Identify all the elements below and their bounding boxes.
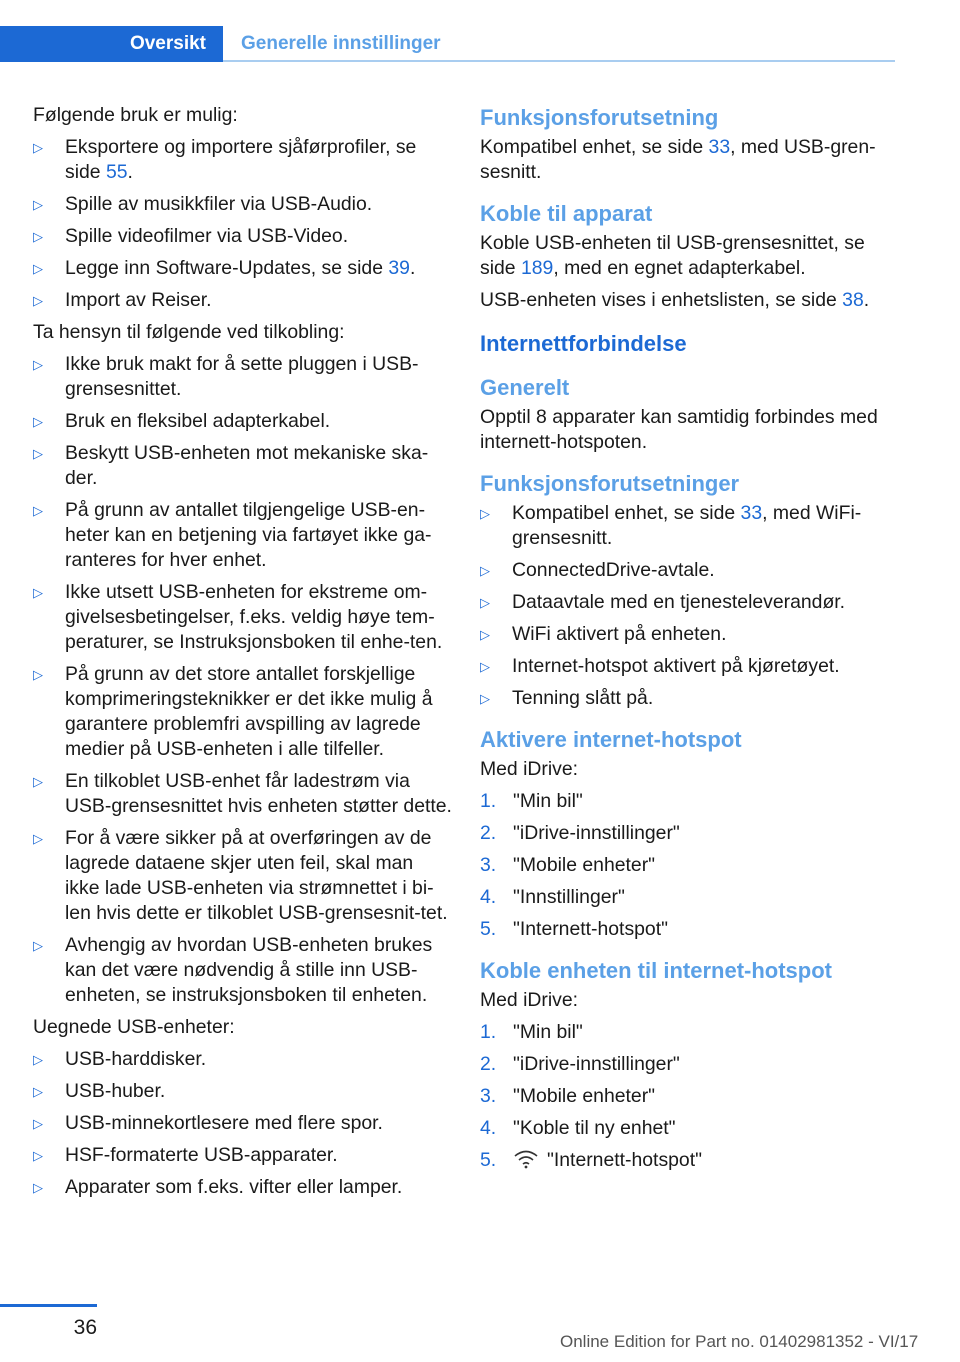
step-number: 2. bbox=[480, 1053, 497, 1075]
step-number: 4. bbox=[480, 1117, 497, 1139]
heading-funksjonsforutsetning: Funksjonsforutsetning bbox=[480, 105, 719, 130]
step-text: "Min bil" bbox=[513, 790, 583, 812]
list-item-text: Spille videofilmer via USB-Video. bbox=[65, 225, 349, 247]
tab-generelle-innstillinger: Generelle innstillinger bbox=[241, 33, 441, 54]
list-item bbox=[480, 590, 900, 615]
list-item bbox=[33, 662, 453, 762]
right-column bbox=[480, 103, 900, 1180]
pair-steps bbox=[480, 1020, 900, 1173]
connect-text: Koble USB-enheten til USB-grensesnittet, se side bbox=[480, 232, 865, 279]
list-item-text: ConnectedDrive-avtale. bbox=[512, 559, 715, 581]
list-item bbox=[33, 1111, 453, 1136]
heading-internettforbindelse: Internettforbindelse bbox=[480, 331, 687, 356]
bullet-triangle-icon: ▷ bbox=[33, 261, 43, 276]
list-item-text: Bruk en fleksibel adapterkabel. bbox=[65, 410, 331, 432]
bullet-triangle-icon: ▷ bbox=[33, 197, 43, 212]
list-item bbox=[33, 580, 453, 655]
list-item bbox=[33, 826, 453, 926]
list-item bbox=[33, 769, 453, 819]
unsuitable-list bbox=[33, 1047, 453, 1200]
list-item-text: En tilkoblet USB-enhet får ladestrøm via USB-grensesnittet hvis enheten støtter dette. bbox=[65, 770, 452, 817]
bullet-triangle-icon: ▷ bbox=[33, 1148, 43, 1163]
connect-paragraph-2 bbox=[480, 288, 900, 313]
connection-list bbox=[33, 352, 453, 1008]
step-item bbox=[480, 1052, 900, 1077]
step-item bbox=[480, 1148, 900, 1173]
header-tabbar bbox=[0, 26, 960, 62]
step-item bbox=[480, 853, 900, 878]
bullet-triangle-icon: ▷ bbox=[480, 563, 490, 578]
list-item-text-end: . bbox=[409, 257, 416, 279]
wifi-icon bbox=[513, 1149, 539, 1169]
bullet-triangle-icon: ▷ bbox=[33, 1052, 43, 1067]
list-item bbox=[33, 409, 453, 434]
bullet-triangle-icon: ▷ bbox=[33, 831, 43, 846]
page-link[interactable]: 39 bbox=[388, 257, 410, 279]
step-text: "Mobile enheter" bbox=[513, 1085, 656, 1107]
bullet-triangle-icon: ▷ bbox=[33, 1116, 43, 1131]
list-item bbox=[480, 654, 900, 679]
list-item-text: Tenning slått på. bbox=[512, 687, 654, 709]
step-text: "iDrive-innstillinger" bbox=[513, 1053, 680, 1075]
step-number: 3. bbox=[480, 854, 497, 876]
list-item-text: Kompatibel enhet, se side bbox=[512, 502, 741, 524]
bullet-triangle-icon: ▷ bbox=[33, 293, 43, 308]
list-item-text: Apparater som f.eks. vifter eller lamper. bbox=[65, 1176, 403, 1198]
step-number: 1. bbox=[480, 1021, 497, 1043]
page-number-rule bbox=[0, 1304, 97, 1307]
list-item-text: Ikke utsett USB-enheten for ekstreme om-givelsesbetingelser, f.eks. veldig høye tem-peraturer, se Instruksjonsboken til enhe-ten. bbox=[65, 581, 443, 653]
page-number: 36 bbox=[73, 1316, 97, 1339]
list-item-text: Legge inn Software-Updates, se side bbox=[65, 257, 389, 279]
heading-funksjonsforutsetninger: Funksjonsforutsetninger bbox=[480, 471, 740, 496]
list-item-text: WiFi aktivert på enheten. bbox=[512, 623, 727, 645]
pair-intro: Med iDrive: bbox=[480, 989, 579, 1011]
func-text-end: , med USB-gren-sesnitt. bbox=[480, 136, 876, 183]
bullet-triangle-icon: ▷ bbox=[33, 585, 43, 600]
page-link-38[interactable]: 38 bbox=[842, 289, 864, 311]
activate-steps bbox=[480, 789, 900, 942]
step-text: "Internett-hotspot" bbox=[513, 918, 668, 940]
list-item bbox=[33, 192, 453, 217]
bullet-triangle-icon: ▷ bbox=[480, 506, 490, 521]
func-text: Kompatibel enhet, se side bbox=[480, 136, 709, 158]
list-item-text: USB-harddisker. bbox=[65, 1048, 207, 1070]
step-number: 5. bbox=[480, 1149, 497, 1171]
list-item bbox=[33, 352, 453, 402]
bullet-triangle-icon: ▷ bbox=[480, 659, 490, 674]
list-item bbox=[33, 135, 453, 185]
step-item bbox=[480, 917, 900, 942]
tab-oversikt: Oversikt bbox=[0, 26, 223, 62]
connect-paragraph-1 bbox=[480, 231, 900, 281]
heading-koble-til-apparat: Koble til apparat bbox=[480, 201, 653, 226]
heading-aktivere-hotspot: Aktivere internet-hotspot bbox=[480, 727, 742, 752]
step-number: 5. bbox=[480, 918, 497, 940]
step-number: 4. bbox=[480, 886, 497, 908]
step-number: 2. bbox=[480, 822, 497, 844]
general-paragraph: Opptil 8 apparater kan samtidig forbindes med internett-hotspoten. bbox=[480, 406, 878, 453]
list-item-text: Ikke bruk makt for å sette pluggen i USB-grensesnittet. bbox=[65, 353, 419, 400]
page-link[interactable]: 33 bbox=[740, 502, 763, 524]
bullet-triangle-icon: ▷ bbox=[33, 667, 43, 682]
bullet-triangle-icon: ▷ bbox=[33, 414, 43, 429]
page-link-33[interactable]: 33 bbox=[708, 136, 731, 158]
list-item bbox=[33, 498, 453, 573]
bullet-triangle-icon: ▷ bbox=[480, 627, 490, 642]
bullet-triangle-icon: ▷ bbox=[33, 357, 43, 372]
list-item bbox=[33, 288, 453, 313]
edition-footer: Online Edition for Part no. 01402981352 - VI/17 bbox=[560, 1332, 919, 1351]
list-item bbox=[33, 1175, 453, 1200]
list-item-text: Eksportere og importere sjåførprofiler, se side bbox=[65, 136, 417, 183]
connect-text-2-end: . bbox=[863, 289, 870, 311]
step-item bbox=[480, 885, 900, 910]
step-text: "Innstillinger" bbox=[513, 886, 625, 908]
step-text: "Internett-hotspot" bbox=[547, 1149, 702, 1171]
list-item bbox=[33, 224, 453, 249]
list-item-text: Dataavtale med en tjenesteleverandør. bbox=[512, 591, 846, 613]
list-item bbox=[33, 933, 453, 1008]
page-link-189[interactable]: 189 bbox=[520, 257, 554, 279]
list-item-text: Import av Reiser. bbox=[65, 289, 212, 311]
list-item-text: På grunn av antallet tilgjengelige USB-en-heter kan en betjening via fartøyet ikke ga-ranteres for hver enhet. bbox=[65, 499, 432, 571]
step-text: "iDrive-innstillinger" bbox=[513, 822, 680, 844]
bullet-triangle-icon: ▷ bbox=[33, 503, 43, 518]
connect-text-end: , med en egnet adapterkabel. bbox=[553, 257, 806, 279]
list-item-text: Beskytt USB-enheten mot mekaniske ska-der. bbox=[65, 442, 429, 489]
requirements-list bbox=[480, 501, 900, 711]
list-item bbox=[480, 558, 900, 583]
bullet-triangle-icon: ▷ bbox=[33, 1180, 43, 1195]
connection-intro: Ta hensyn til følgende ved tilkobling: bbox=[33, 321, 345, 343]
list-item bbox=[33, 256, 453, 281]
list-item bbox=[480, 501, 900, 551]
unsuitable-intro: Uegnede USB-enheter: bbox=[33, 1016, 235, 1038]
bullet-triangle-icon: ▷ bbox=[33, 446, 43, 461]
list-item-text-end: , med WiFi-grensesnitt. bbox=[512, 502, 862, 549]
list-item-text: Internet-hotspot aktivert på kjøretøyet. bbox=[512, 655, 840, 677]
list-item-text: På grunn av det store antallet forskjellige komprimeringsteknikker er det ikke mulig å garantere problemfri avspilling av lagrede medier på USB-enheten i alle tilfeller. bbox=[65, 663, 433, 760]
page-link[interactable]: 55 bbox=[105, 161, 128, 183]
step-number: 3. bbox=[480, 1085, 497, 1107]
list-item bbox=[33, 441, 453, 491]
bullet-triangle-icon: ▷ bbox=[33, 229, 43, 244]
list-item-text: For å være sikker på at overføringen av de lagrede dataene skjer uten feil, skal man ikke lade USB-enheten via strømnettet i bi-len hvis dette er tilkoblet USB-grensesnit-tet. bbox=[65, 827, 448, 924]
bullet-triangle-icon: ▷ bbox=[33, 1084, 43, 1099]
step-item bbox=[480, 1116, 900, 1141]
list-item bbox=[33, 1143, 453, 1168]
list-item-text: USB-huber. bbox=[65, 1080, 166, 1102]
bullet-triangle-icon: ▷ bbox=[33, 938, 43, 953]
list-item-text: HSF-formaterte USB-apparater. bbox=[65, 1144, 338, 1166]
usage-intro: Følgende bruk er mulig: bbox=[33, 104, 238, 126]
step-item bbox=[480, 789, 900, 814]
list-item bbox=[480, 686, 900, 711]
heading-koble-enheten: Koble enheten til internet-hotspot bbox=[480, 958, 832, 983]
step-item bbox=[480, 821, 900, 846]
bullet-triangle-icon: ▷ bbox=[33, 140, 43, 155]
step-text: "Min bil" bbox=[513, 1021, 583, 1043]
bullet-triangle-icon: ▷ bbox=[480, 691, 490, 706]
activate-intro: Med iDrive: bbox=[480, 758, 579, 780]
list-item-text-end: . bbox=[127, 161, 133, 183]
step-text: "Mobile enheter" bbox=[513, 854, 656, 876]
func-paragraph bbox=[480, 135, 900, 185]
usage-list bbox=[33, 135, 453, 313]
list-item bbox=[33, 1079, 453, 1104]
left-column bbox=[33, 103, 453, 1207]
list-item-text: Spille av musikkfiler via USB-Audio. bbox=[65, 193, 373, 215]
step-text: "Koble til ny enhet" bbox=[513, 1117, 676, 1139]
heading-generelt: Generelt bbox=[480, 375, 570, 400]
connect-text-2: USB-enheten vises i enhetslisten, se side bbox=[480, 289, 843, 311]
list-item-text: Avhengig av hvordan USB-enheten brukes kan det være nødvendig å stille inn USB-enheten, se instruksjonsboken til enheten. bbox=[65, 934, 433, 1006]
bullet-triangle-icon: ▷ bbox=[480, 595, 490, 610]
header-divider bbox=[223, 60, 895, 62]
step-item bbox=[480, 1020, 900, 1045]
list-item bbox=[33, 1047, 453, 1072]
list-item bbox=[480, 622, 900, 647]
step-item bbox=[480, 1084, 900, 1109]
step-number: 1. bbox=[480, 790, 497, 812]
bullet-triangle-icon: ▷ bbox=[33, 774, 43, 789]
list-item-text: USB-minnekortlesere med flere spor. bbox=[65, 1112, 383, 1134]
